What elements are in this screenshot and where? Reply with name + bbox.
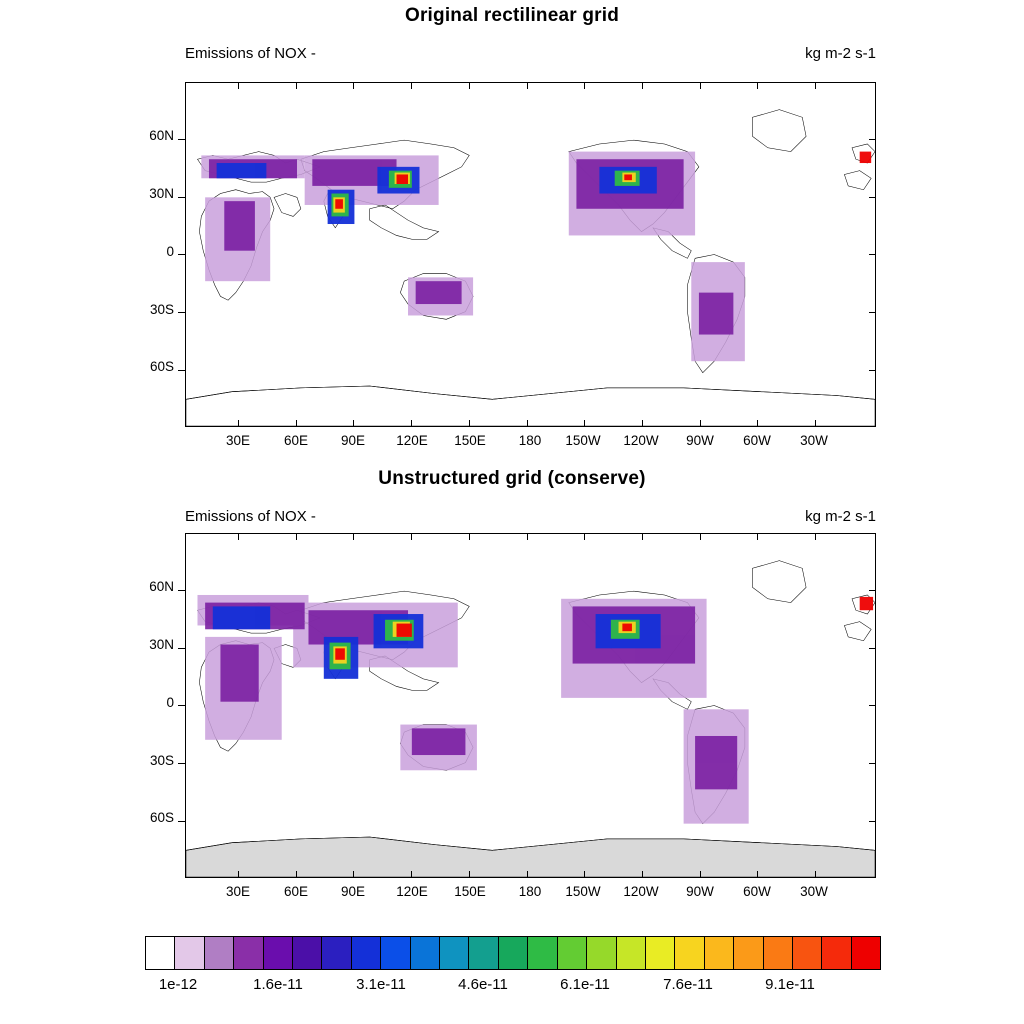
axis-tick xyxy=(527,533,528,540)
x-tick-label: 120E xyxy=(396,433,428,448)
axis-tick xyxy=(178,370,185,371)
axis-tick xyxy=(815,82,816,89)
x-tick-label: 30W xyxy=(800,884,828,899)
panel-title: Unstructured grid (conserve) xyxy=(378,468,646,489)
coastline-map xyxy=(186,83,875,426)
x-tick-label: 180 xyxy=(518,433,542,448)
axis-tick xyxy=(296,533,297,540)
x-tick-label: 60E xyxy=(283,884,309,899)
axis-tick xyxy=(815,420,816,427)
axis-tick xyxy=(642,533,643,540)
axis-tick xyxy=(527,871,528,878)
colorbar-cell xyxy=(587,937,616,969)
axis-tick xyxy=(700,82,701,89)
x-tick-label: 30W xyxy=(800,433,828,448)
colorbar-cell xyxy=(205,937,234,969)
axis-tick xyxy=(411,82,412,89)
coastline-map xyxy=(186,534,875,877)
axis-tick xyxy=(642,82,643,89)
x-tick-label: 90E xyxy=(340,433,366,448)
x-tick-label: 120E xyxy=(396,884,428,899)
colorbar-cell xyxy=(322,937,351,969)
y-tick-label: 60S xyxy=(149,359,174,374)
colorbar-cell xyxy=(764,937,793,969)
emission-data-layer xyxy=(201,152,871,362)
axis-tick xyxy=(869,590,876,591)
colorbar-tick-label: 6.1e-11 xyxy=(560,976,610,993)
colorbar xyxy=(145,936,881,970)
colorbar-cell xyxy=(675,937,704,969)
axis-tick xyxy=(469,533,470,540)
axis-tick xyxy=(178,254,185,255)
axis-tick xyxy=(815,871,816,878)
axis-tick xyxy=(469,82,470,89)
y-tick-label: 60N xyxy=(149,579,174,594)
y-tick-label: 30N xyxy=(149,637,174,652)
axis-tick xyxy=(869,197,876,198)
x-tick-label: 180 xyxy=(518,884,542,899)
colorbar-cell xyxy=(264,937,293,969)
axis-tick xyxy=(296,871,297,878)
axis-tick xyxy=(584,871,585,878)
axis-tick xyxy=(869,254,876,255)
x-tick-label: 30E xyxy=(225,884,251,899)
map-plot-area-bottom xyxy=(185,533,876,878)
axis-tick xyxy=(527,420,528,427)
colorbar-cell xyxy=(822,937,851,969)
colorbar-cell xyxy=(293,937,322,969)
variable-label: Emissions of NOX - xyxy=(185,508,316,525)
axis-tick xyxy=(469,871,470,878)
axis-tick xyxy=(178,590,185,591)
x-tick-label: 60W xyxy=(743,433,771,448)
units-label: kg m-2 s-1 xyxy=(805,45,876,62)
y-tick-label: 30N xyxy=(149,186,174,201)
x-tick-label: 30E xyxy=(225,433,251,448)
x-tick-label: 150W xyxy=(565,433,601,448)
colorbar-cell xyxy=(411,937,440,969)
colorbar-cell xyxy=(705,937,734,969)
y-tick-label: 60S xyxy=(149,810,174,825)
axis-tick xyxy=(757,82,758,89)
axis-tick xyxy=(700,420,701,427)
axis-tick xyxy=(238,871,239,878)
colorbar-cell xyxy=(499,937,528,969)
colorbar-cell xyxy=(352,937,381,969)
x-tick-label: 120W xyxy=(623,884,659,899)
axis-tick xyxy=(757,420,758,427)
axis-tick xyxy=(178,139,185,140)
map-plot-area-top xyxy=(185,82,876,427)
axis-tick xyxy=(642,871,643,878)
panel-title: Original rectilinear grid xyxy=(404,5,620,26)
y-tick-label: 0 xyxy=(166,244,174,259)
x-tick-label: 90E xyxy=(340,884,366,899)
axis-tick xyxy=(238,533,239,540)
axis-tick xyxy=(353,533,354,540)
axis-tick xyxy=(869,648,876,649)
colorbar-tick-label: 3.1e-11 xyxy=(356,976,406,993)
axis-tick xyxy=(869,821,876,822)
axis-tick xyxy=(584,420,585,427)
axis-tick xyxy=(642,420,643,427)
axis-tick xyxy=(700,533,701,540)
axis-tick xyxy=(296,420,297,427)
axis-tick xyxy=(353,420,354,427)
colorbar-cell xyxy=(146,937,175,969)
y-tick-label: 60N xyxy=(149,128,174,143)
axis-tick xyxy=(584,82,585,89)
axis-tick xyxy=(353,871,354,878)
axis-tick xyxy=(178,821,185,822)
colorbar-cell xyxy=(234,937,263,969)
colorbar-cell xyxy=(528,937,557,969)
axis-tick xyxy=(238,420,239,427)
axis-tick xyxy=(296,82,297,89)
x-tick-label: 150E xyxy=(454,884,486,899)
colorbar-tick-label: 4.6e-11 xyxy=(458,976,508,993)
axis-tick xyxy=(178,312,185,313)
axis-tick xyxy=(353,82,354,89)
x-tick-label: 150E xyxy=(454,433,486,448)
x-tick-label: 150W xyxy=(565,884,601,899)
axis-tick xyxy=(469,420,470,427)
axis-tick xyxy=(178,197,185,198)
y-tick-label: 30S xyxy=(149,753,174,768)
colorbar-tick-label: 1e-12 xyxy=(158,976,198,993)
axis-tick xyxy=(869,312,876,313)
colorbar-cell xyxy=(617,937,646,969)
axis-tick xyxy=(411,871,412,878)
variable-label: Emissions of NOX - xyxy=(185,45,316,62)
axis-tick xyxy=(178,648,185,649)
units-label: kg m-2 s-1 xyxy=(805,508,876,525)
colorbar-tick-label: 7.6e-11 xyxy=(663,976,713,993)
axis-tick xyxy=(584,533,585,540)
axis-tick xyxy=(757,871,758,878)
y-tick-label: 0 xyxy=(166,695,174,710)
colorbar-cell xyxy=(469,937,498,969)
y-tick-label: 30S xyxy=(149,302,174,317)
colorbar-cell xyxy=(793,937,822,969)
x-tick-label: 120W xyxy=(623,433,659,448)
colorbar-cell xyxy=(381,937,410,969)
x-tick-label: 60W xyxy=(743,884,771,899)
x-tick-label: 60E xyxy=(283,433,309,448)
colorbar-cell xyxy=(852,937,880,969)
axis-tick xyxy=(869,139,876,140)
axis-tick xyxy=(178,763,185,764)
emission-data-layer xyxy=(197,595,873,824)
axis-tick xyxy=(238,82,239,89)
colorbar-tick-label: 1.6e-11 xyxy=(253,976,303,993)
axis-tick xyxy=(815,533,816,540)
colorbar-cell xyxy=(440,937,469,969)
colorbar-cell xyxy=(175,937,204,969)
colorbar-cell xyxy=(734,937,763,969)
axis-tick xyxy=(869,763,876,764)
colorbar-cell xyxy=(558,937,587,969)
axis-tick xyxy=(178,705,185,706)
axis-tick xyxy=(700,871,701,878)
axis-tick xyxy=(869,370,876,371)
colorbar-cell xyxy=(646,937,675,969)
axis-tick xyxy=(411,533,412,540)
x-tick-label: 90W xyxy=(686,884,714,899)
axis-tick xyxy=(527,82,528,89)
panel-original-rectilinear xyxy=(0,0,1024,470)
axis-tick xyxy=(757,533,758,540)
axis-tick xyxy=(869,705,876,706)
panel-unstructured-grid xyxy=(0,466,1024,936)
x-tick-label: 90W xyxy=(686,433,714,448)
colorbar-tick-label: 9.1e-11 xyxy=(765,976,815,993)
axis-tick xyxy=(411,420,412,427)
